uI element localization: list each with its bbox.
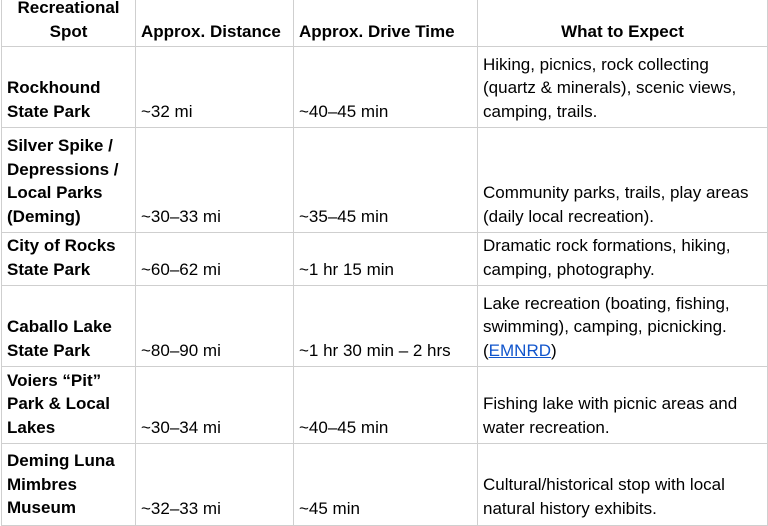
expect-line: Dramatic rock formations, hiking,: [483, 236, 731, 255]
distance-cell: ~32 mi: [136, 47, 294, 128]
spot-line: Museum: [7, 498, 76, 517]
drive-time-cell: ~45 min: [294, 444, 478, 526]
spot-line: Deming Luna: [7, 451, 115, 470]
spot-cell: [2, 47, 136, 128]
expect-line: Hiking, picnics, rock collecting: [483, 54, 709, 74]
spot-cell: [2, 444, 136, 526]
spot-line: Lakes: [7, 417, 56, 437]
spot-line: Mimbres: [7, 474, 77, 494]
spot-cell: [2, 233, 136, 286]
expect-line: (daily local recreation).: [483, 206, 655, 226]
header-what-to-expect: What to Expect: [478, 0, 768, 47]
expect-cell: [478, 367, 768, 444]
spot-line: Depressions /: [7, 159, 119, 179]
table-row: [2, 444, 768, 526]
spot-line: Voiers “Pit”: [7, 370, 102, 390]
drive-time-cell: ~35–45 min: [294, 128, 478, 233]
link-paren-close: ): [551, 340, 557, 360]
distance-cell: ~32–33 mi: [136, 444, 294, 526]
expect-line: Fishing lake with picnic areas and: [483, 394, 738, 413]
spot-cell: [2, 128, 136, 233]
drive-time-cell: ~1 hr 15 min: [294, 233, 478, 286]
distance-cell: ~80–90 mi: [136, 286, 294, 367]
spot-line: State Park: [7, 101, 91, 121]
expect-cell: [478, 128, 768, 233]
expect-line: Community parks, trails, play areas: [483, 183, 749, 202]
expect-line: natural history exhibits.: [483, 498, 657, 518]
expect-cell: [478, 47, 768, 128]
header-distance: Approx. Distance: [136, 0, 294, 47]
spot-line: Caballo Lake: [7, 317, 112, 336]
spot-line: Silver Spike /: [7, 136, 113, 155]
spot-line: State Park: [7, 259, 91, 279]
table-row: [2, 128, 768, 233]
emnrd-link[interactable]: EMNRD: [488, 340, 552, 360]
header-row: [2, 0, 768, 47]
spot-line: Rockhound: [7, 78, 101, 97]
spot-line: State Park: [7, 340, 91, 360]
table-row: [2, 233, 768, 286]
recreation-table: [1, 0, 768, 526]
table-row: [2, 47, 768, 128]
table-row: [2, 286, 768, 367]
expect-line: Cultural/historical stop with local: [483, 475, 725, 494]
header-spot: [2, 0, 136, 47]
distance-cell: ~30–33 mi: [136, 128, 294, 233]
expect-cell: [478, 444, 768, 526]
expect-line: camping, trails.: [483, 101, 598, 121]
expect-cell: [478, 286, 768, 367]
expect-line: (quartz & minerals), scenic views,: [483, 78, 737, 97]
header-spot-line: Spot: [49, 21, 88, 41]
header-spot-line: Recreational: [17, 0, 120, 17]
spot-cell: [2, 286, 136, 367]
link-paren-open: (: [483, 340, 489, 360]
distance-cell: ~60–62 mi: [136, 233, 294, 286]
drive-time-cell: ~1 hr 30 min – 2 hrs: [294, 286, 478, 367]
expect-line: water recreation.: [483, 417, 610, 437]
spot-cell: [2, 367, 136, 444]
spot-line: City of Rocks: [7, 236, 116, 255]
expect-line: swimming), camping, picnicking.: [483, 317, 727, 336]
header-drive-time: Approx. Drive Time: [294, 0, 478, 47]
spot-line: Park & Local: [7, 394, 110, 413]
spot-line: Local Parks: [7, 183, 103, 202]
table-row: [2, 367, 768, 444]
expect-line: Lake recreation (boating, fishing,: [483, 293, 730, 313]
distance-cell: ~30–34 mi: [136, 367, 294, 444]
spot-line: (Deming): [7, 206, 81, 226]
drive-time-cell: ~40–45 min: [294, 47, 478, 128]
expect-line: camping, photography.: [483, 259, 655, 279]
drive-time-cell: ~40–45 min: [294, 367, 478, 444]
expect-cell: [478, 233, 768, 286]
